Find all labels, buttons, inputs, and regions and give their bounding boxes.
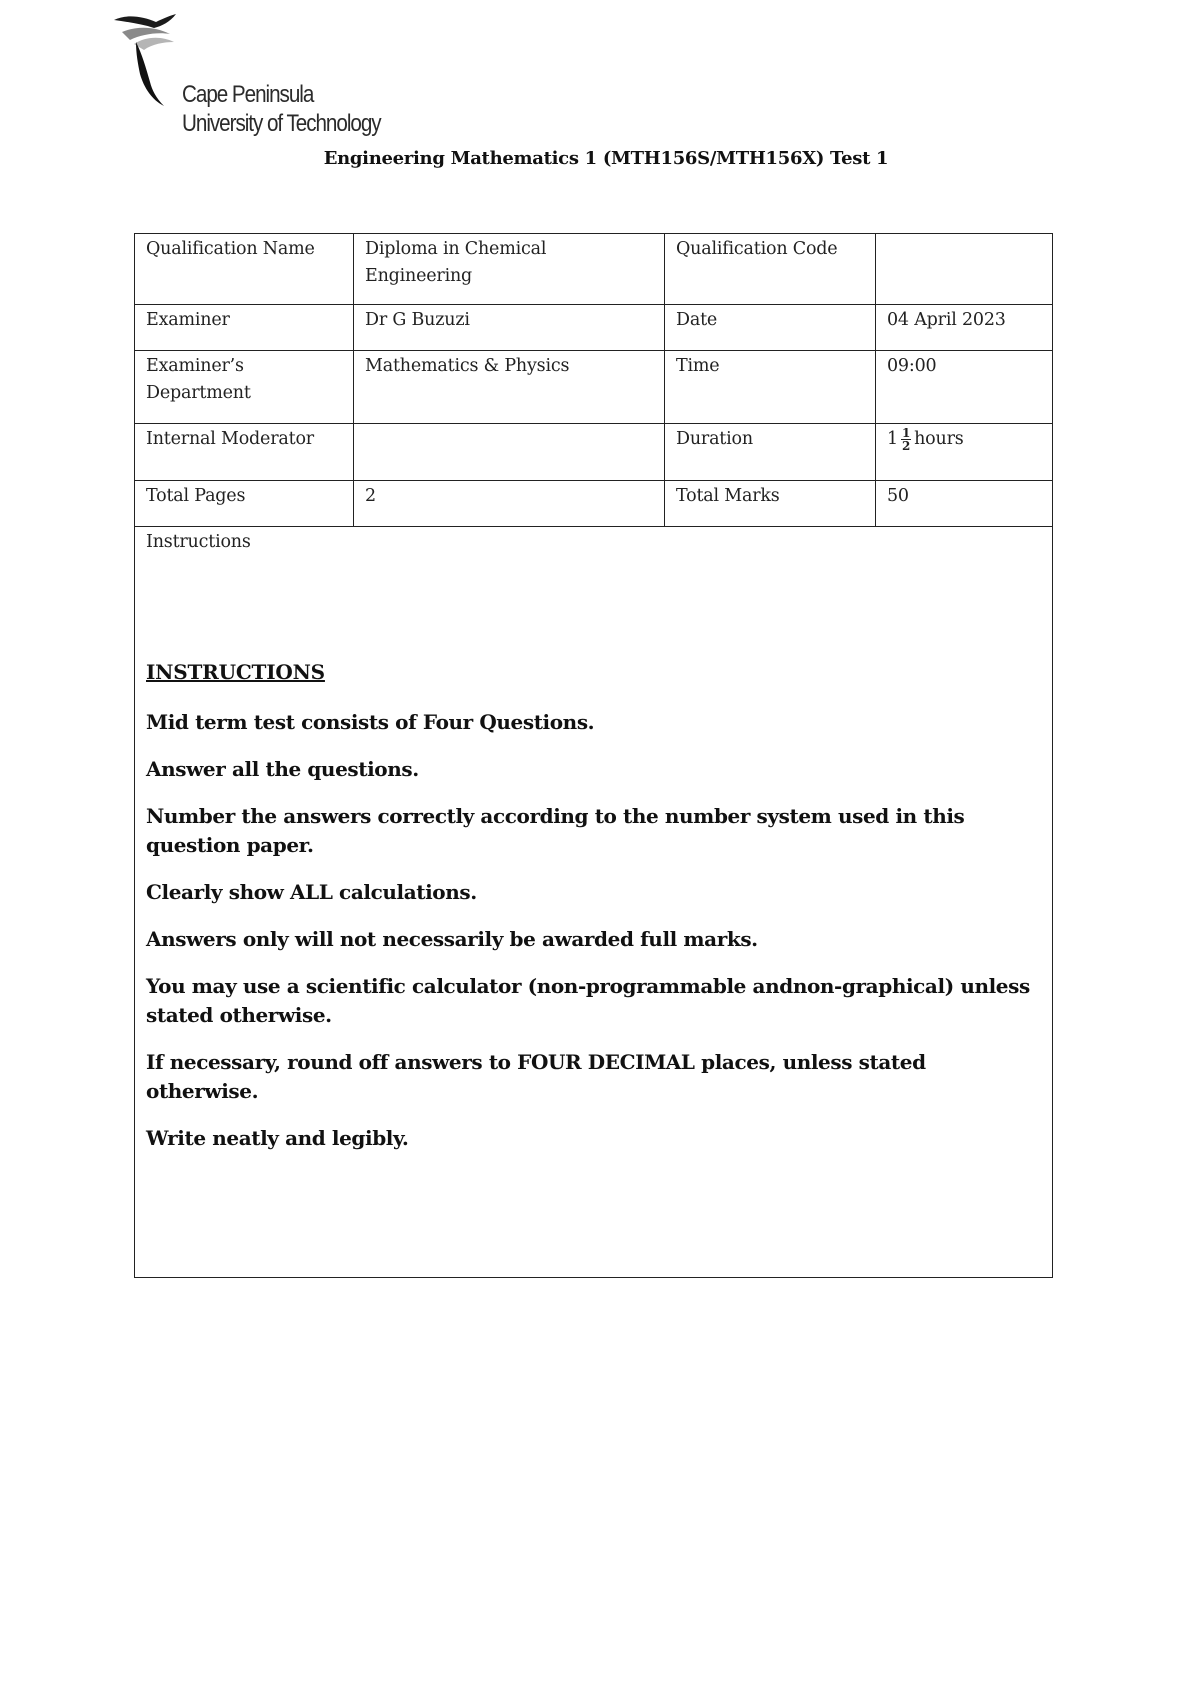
instruction-item: Answer all the questions. <box>146 757 419 781</box>
total-marks-label: Total Marks <box>665 481 876 527</box>
table-row <box>135 424 1053 481</box>
instruction-item: Number the answers correctly according to the number system used in this question paper. <box>146 804 965 857</box>
duration-numerator: 1 <box>901 426 911 440</box>
qualification-code-value <box>876 234 1053 305</box>
university-name <box>182 80 381 138</box>
cput-flame-icon <box>112 12 192 108</box>
qualification-name-label: Qualification Name <box>135 234 354 305</box>
moderator-label: Internal Moderator <box>135 424 354 481</box>
qualification-name-value: Diploma in Chemical Engineering <box>354 234 665 305</box>
table-row <box>135 351 1053 424</box>
table-row <box>135 305 1053 351</box>
moderator-value <box>354 424 665 481</box>
instructions-row <box>135 527 1053 1278</box>
university-name-line2: University of Technology <box>182 110 381 137</box>
date-label: Date <box>665 305 876 351</box>
instruction-item: You may use a scientific calculator (non-programmable andnon-graphical) unless stated otherwise. <box>146 974 1030 1027</box>
document-title: Engineering Mathematics 1 (MTH156S/MTH156X) Test 1 <box>323 148 889 169</box>
instruction-item: Write neatly and legibly. <box>146 1126 409 1150</box>
total-pages-value: 2 <box>354 481 665 527</box>
duration-label: Duration <box>665 424 876 481</box>
department-value: Mathematics & Physics <box>354 351 665 424</box>
duration-fraction <box>901 427 911 452</box>
table-row <box>135 234 1053 305</box>
university-name-line1: Cape Peninsula <box>182 81 314 108</box>
university-logo <box>112 12 402 142</box>
time-label: Time <box>665 351 876 424</box>
instruction-item: Answers only will not necessarily be awarded full marks. <box>146 927 758 951</box>
duration-value <box>876 424 1053 481</box>
time-value: 09:00 <box>876 351 1053 424</box>
total-marks-value: 50 <box>876 481 1053 527</box>
instructions-heading: INSTRUCTIONS <box>146 660 325 684</box>
instructions-block <box>146 659 1041 1153</box>
total-pages-label: Total Pages <box>135 481 354 527</box>
duration-denominator: 2 <box>901 439 911 453</box>
duration-unit: hours <box>914 429 964 449</box>
instruction-item: If necessary, round off answers to FOUR DECIMAL places, unless stated otherwise. <box>146 1050 926 1103</box>
examiner-label: Examiner <box>135 305 354 351</box>
instruction-item: Mid term test consists of Four Questions. <box>146 710 595 734</box>
instructions-label: Instructions <box>146 532 251 552</box>
exam-info-table <box>134 233 1053 1278</box>
instructions-cell <box>135 527 1053 1278</box>
date-value: 04 April 2023 <box>876 305 1053 351</box>
qualification-code-label: Qualification Code <box>665 234 876 305</box>
department-label: Examiner’s Department <box>135 351 354 424</box>
duration-whole: 1 <box>887 429 898 449</box>
instruction-item: Clearly show ALL calculations. <box>146 880 477 904</box>
examiner-value: Dr G Buzuzi <box>354 305 665 351</box>
table-row <box>135 481 1053 527</box>
